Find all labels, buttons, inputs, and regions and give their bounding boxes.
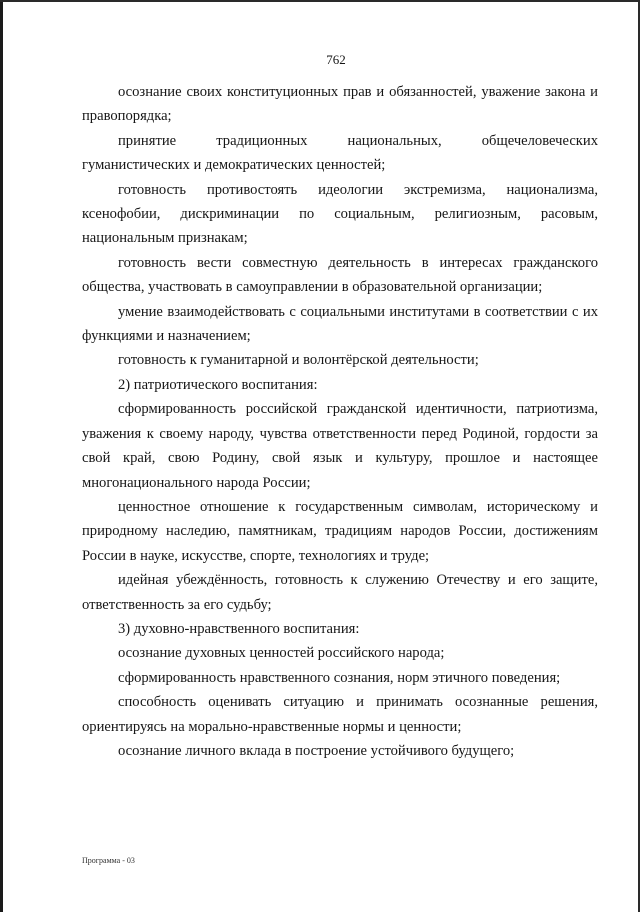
paragraph: сформированность российской гражданской идентичности, патриотизма, уважения к своему народу, чувства ответственности перед Родиной, гордости за свой край, свою Родину, свой язык и культуру, прошлое и настоящее многонационального народа России; xyxy=(82,401,598,491)
footer-label: Программа - 03 xyxy=(82,856,135,865)
paragraph: готовность вести совместную деятельность в интересах гражданского общества, участвовать в самоуправлении в образовательной организации; xyxy=(82,254,598,296)
section-heading: 3) духовно-нравственного воспитания: xyxy=(118,620,360,637)
section-heading: 2) патриотического воспитания: xyxy=(118,376,318,393)
paragraph: идейная убеждённость, готовность к служению Отечеству и его защите, ответственность за его судьбу; xyxy=(82,572,598,613)
paragraph: умение взаимодействовать с социальными институтами в соответствии с их функциями и назначением; xyxy=(82,303,598,345)
paragraph: сформированность нравственного сознания, норм этичного поведения; xyxy=(118,669,561,686)
paragraph: осознание личного вклада в построение устойчивого будущего; xyxy=(118,742,515,759)
scan-edge-left xyxy=(0,0,3,912)
page-number: 762 xyxy=(326,52,346,67)
paragraph: способность оценивать ситуацию и принимать осознанные решения, ориентируясь на морально-нравственные нормы и ценности; xyxy=(82,694,598,735)
paragraph: осознание духовных ценностей российского народа; xyxy=(118,645,445,662)
paragraph: ценностное отношение к государственным символам, историческому и природному наследию, памятникам, традициям народов России, достижениям России в науке, искусстве, спорте, технологиях и труде; xyxy=(82,498,598,564)
paragraph: готовность к гуманитарной и волонтёрской деятельности; xyxy=(118,352,479,369)
document-body xyxy=(82,80,598,763)
paragraph: принятие традиционных национальных, общечеловеческих гуманистических и демократических ценностей; xyxy=(82,132,598,174)
scan-edge-top xyxy=(0,0,640,2)
paragraph: осознание своих конституционных прав и обязанностей, уважение закона и правопорядка; xyxy=(82,84,598,125)
paragraph: готовность противостоять идеологии экстремизма, национализма, ксенофобии, дискриминации по социальным, религиозным, расовым, национальным признакам; xyxy=(82,181,598,247)
